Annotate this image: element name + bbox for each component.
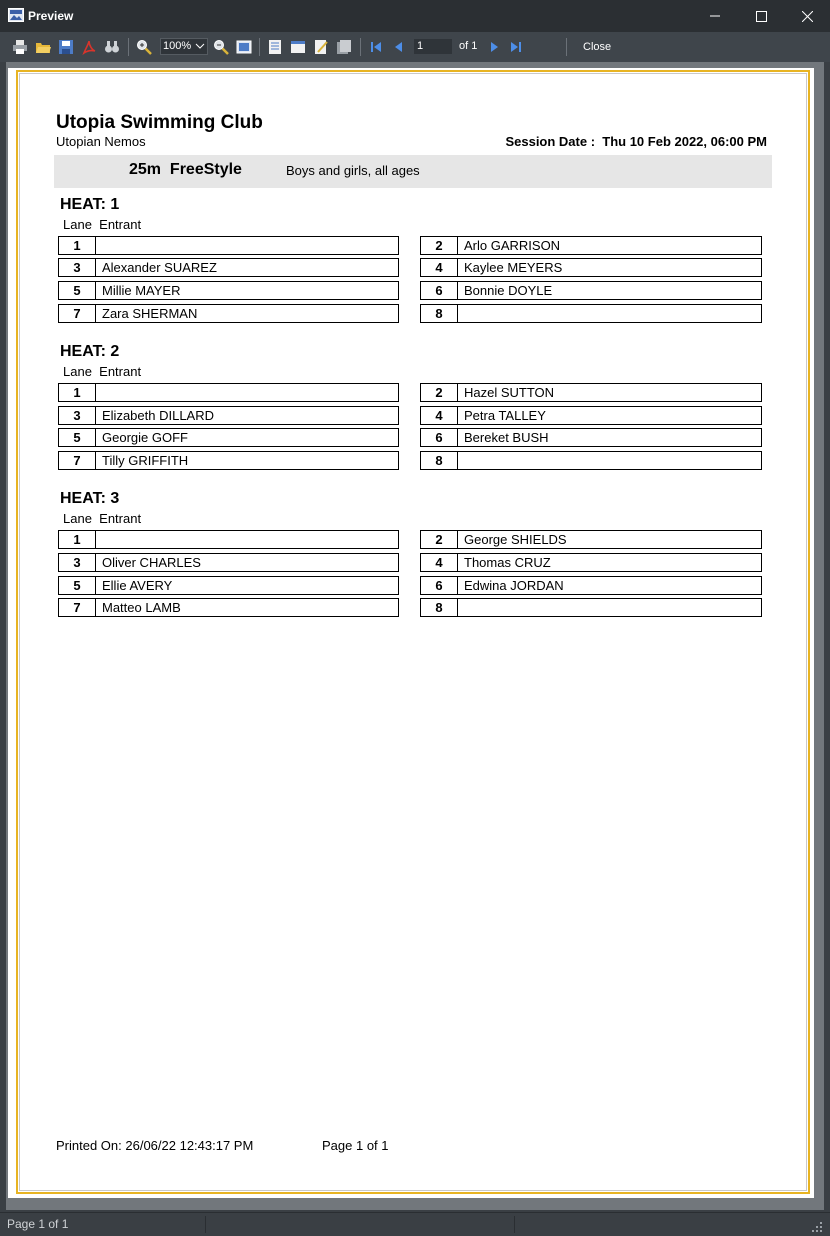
lane-number: 8 <box>421 599 458 616</box>
entrant-name <box>458 599 761 616</box>
maximize-button[interactable] <box>738 0 784 32</box>
event-description: Boys and girls, all ages <box>286 163 420 178</box>
zoom-select[interactable] <box>160 38 208 55</box>
status-divider <box>205 1216 206 1233</box>
lane-number: 2 <box>421 384 458 401</box>
pdf-icon[interactable] <box>81 39 97 55</box>
lane-row <box>420 530 762 549</box>
zoom-value: 100% <box>163 40 192 52</box>
lane-number: 2 <box>421 531 458 548</box>
entrant-name: Thomas CRUZ <box>464 555 551 570</box>
lane-row <box>58 258 399 277</box>
lane-number: 7 <box>59 452 96 469</box>
entrant-name: Millie MAYER <box>102 283 181 298</box>
lane-row <box>58 304 399 323</box>
lane-number: 3 <box>59 259 96 276</box>
first-page-icon[interactable] <box>368 39 384 55</box>
lane-row <box>420 236 762 255</box>
zoom-out-icon[interactable] <box>213 39 229 55</box>
lane-row <box>58 598 399 617</box>
lane-row <box>420 451 762 470</box>
entrant-name: Georgie GOFF <box>102 430 188 445</box>
preview-viewport[interactable] <box>6 62 824 1210</box>
entrant-name <box>458 305 761 322</box>
entrant-name: Arlo GARRISON <box>464 238 561 253</box>
lane-number: 6 <box>421 577 458 594</box>
lane-row <box>58 236 399 255</box>
page-setup-icon[interactable] <box>336 39 352 55</box>
minimize-icon <box>710 11 720 21</box>
prev-page-icon[interactable] <box>391 39 407 55</box>
last-page-icon[interactable] <box>508 39 524 55</box>
toolbar-separator <box>566 38 567 56</box>
event-name: 25m FreeStyle <box>129 161 242 178</box>
maximize-icon <box>756 11 767 22</box>
column-headers <box>63 364 141 379</box>
entrant-name <box>96 384 398 401</box>
lane-number: 7 <box>59 599 96 616</box>
lane-header: Lane <box>63 364 92 379</box>
heat-title: HEAT: 2 <box>60 343 120 360</box>
print-icon[interactable] <box>12 39 28 55</box>
lane-row <box>58 281 399 300</box>
title-bar <box>0 0 830 32</box>
next-page-icon[interactable] <box>486 39 502 55</box>
save-icon[interactable] <box>58 39 74 55</box>
find-icon[interactable] <box>104 39 120 55</box>
entrant-name: Ellie AVERY <box>102 578 173 593</box>
lane-row <box>58 406 399 425</box>
lane-number: 3 <box>59 554 96 571</box>
lane-number: 5 <box>59 577 96 594</box>
session-date: Session Date : Thu 10 Feb 2022, 06:00 PM <box>505 134 767 149</box>
lane-row <box>58 576 399 595</box>
heat-title: HEAT: 3 <box>60 490 120 507</box>
lane-row <box>420 428 762 447</box>
lane-header: Lane <box>63 511 92 526</box>
lane-row <box>58 451 399 470</box>
report-page-number: Page 1 of 1 <box>322 1138 389 1153</box>
lane-number: 3 <box>59 407 96 424</box>
heat-title: HEAT: 1 <box>60 196 120 213</box>
lane-row <box>58 530 399 549</box>
lane-number: 6 <box>421 282 458 299</box>
toolbar-separator <box>360 38 361 56</box>
lane-row <box>58 553 399 572</box>
entrant-name: Bonnie DOYLE <box>464 283 553 298</box>
page-total-label: of 1 <box>459 40 478 52</box>
lane-number: 4 <box>421 407 458 424</box>
status-page: Page 1 of 1 <box>7 1217 69 1231</box>
entrant-name: Oliver CHARLES <box>102 555 201 570</box>
lane-header: Lane <box>63 217 92 232</box>
entrant-name: Tilly GRIFFITH <box>102 453 189 468</box>
column-headers <box>63 217 141 232</box>
edit-page-icon[interactable] <box>313 39 329 55</box>
column-headers <box>63 511 141 526</box>
lane-number: 6 <box>421 429 458 446</box>
entrant-name: Petra TALLEY <box>464 408 546 423</box>
entrant-name: Zara SHERMAN <box>102 306 198 321</box>
entrant-name <box>96 237 398 254</box>
lane-number: 1 <box>59 237 96 254</box>
lane-number: 4 <box>421 554 458 571</box>
entrant-name: Edwina JORDAN <box>464 578 564 593</box>
lane-row <box>420 598 762 617</box>
club-name: Utopia Swimming Club <box>56 112 263 133</box>
page-width-icon[interactable] <box>236 39 252 55</box>
entrant-name: Elizabeth DILLARD <box>102 408 214 423</box>
entrant-name <box>458 452 761 469</box>
entrant-name: Kaylee MEYERS <box>464 260 563 275</box>
entrant-name: Hazel SUTTON <box>464 385 555 400</box>
entrant-name: George SHIELDS <box>464 532 567 547</box>
lane-number: 4 <box>421 259 458 276</box>
lane-row <box>420 258 762 277</box>
entrant-header: Entrant <box>99 511 142 526</box>
lane-number: 8 <box>421 305 458 322</box>
entrant-name: Bereket BUSH <box>464 430 549 445</box>
entrant-name <box>96 531 398 548</box>
minimize-button[interactable] <box>692 0 738 32</box>
printed-on: Printed On: 26/06/22 12:43:17 PM <box>56 1138 254 1153</box>
close-icon <box>802 11 813 22</box>
open-icon[interactable] <box>35 39 51 55</box>
lane-row <box>420 383 762 402</box>
lane-number: 8 <box>421 452 458 469</box>
lane-number: 1 <box>59 531 96 548</box>
zoom-in-icon[interactable] <box>136 39 152 55</box>
lane-number: 5 <box>59 429 96 446</box>
lane-number: 1 <box>59 384 96 401</box>
club-subtitle: Utopian Nemos <box>56 134 146 149</box>
lane-number: 7 <box>59 305 96 322</box>
page-number-input[interactable]: 1 <box>413 38 453 55</box>
lane-row <box>420 553 762 572</box>
chevron-down-icon <box>195 42 205 50</box>
outline-icon[interactable] <box>267 39 283 55</box>
resize-grip-icon[interactable] <box>812 1222 822 1232</box>
lane-number: 5 <box>59 282 96 299</box>
lane-row <box>420 406 762 425</box>
status-bar <box>0 1212 830 1236</box>
lane-row <box>420 304 762 323</box>
page-layout-icon[interactable] <box>290 39 306 55</box>
lane-row <box>58 428 399 447</box>
lane-number: 2 <box>421 237 458 254</box>
entrant-name: Matteo LAMB <box>102 600 181 615</box>
close-button[interactable]: Close <box>583 41 612 53</box>
lane-row <box>420 281 762 300</box>
entrant-name: Alexander SUAREZ <box>102 260 217 275</box>
entrant-header: Entrant <box>99 364 142 379</box>
toolbar-separator <box>259 38 260 56</box>
toolbar-separator <box>128 38 129 56</box>
app-icon <box>8 8 24 22</box>
close-window-button[interactable] <box>784 0 830 32</box>
entrant-header: Entrant <box>99 217 142 232</box>
lane-row <box>58 383 399 402</box>
window-title: Preview <box>28 9 74 23</box>
status-divider <box>514 1216 515 1233</box>
lane-row <box>420 576 762 595</box>
